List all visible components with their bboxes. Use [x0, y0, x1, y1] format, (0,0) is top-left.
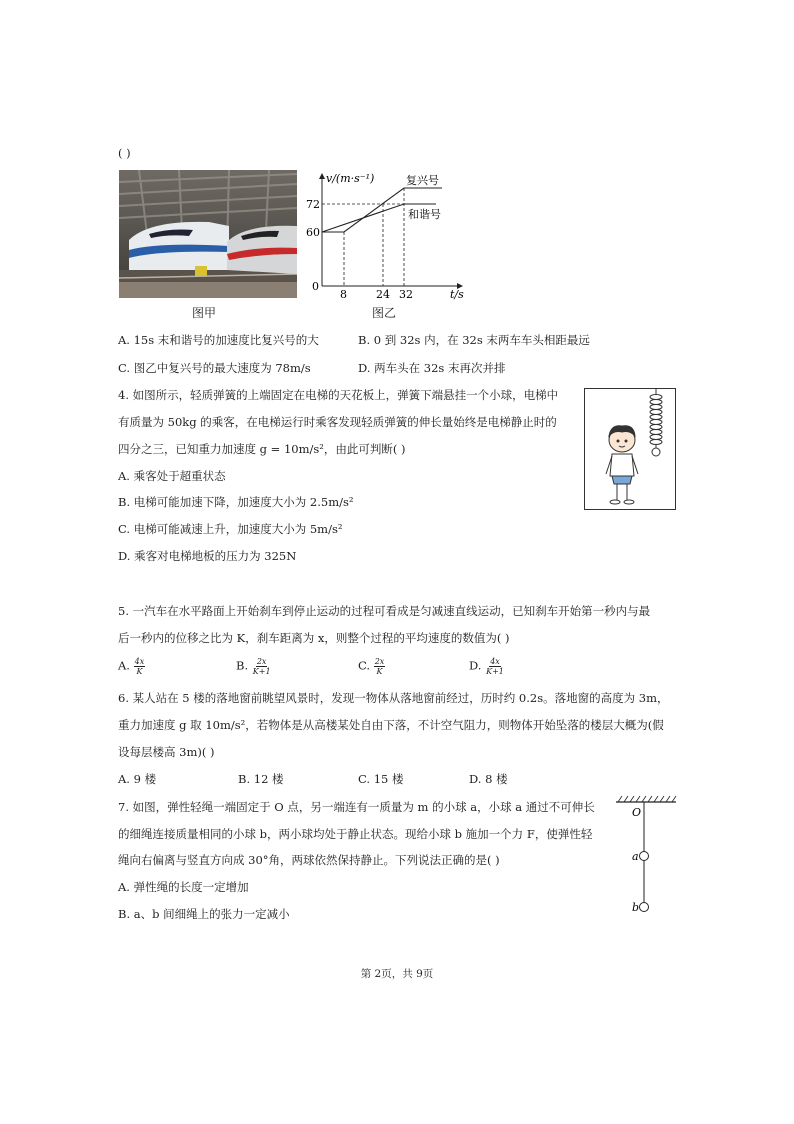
denominator: K+1: [252, 667, 271, 676]
q5-line-2: 后一秒内的位移之比为 K，刹车距离为 x，则整个过程的平均速度的数值为( ): [118, 631, 510, 645]
photo-caption: 图甲: [192, 306, 217, 320]
numerator: 2x: [374, 657, 385, 666]
ball-b-label: b: [632, 901, 640, 914]
q4-line-1: 4. 如图所示，轻质弹簧的上端固定在电梯的天花板上，弹簧下端悬挂一个小球，电梯中: [118, 388, 559, 402]
q7-line-1: 7. 如图，弹性轻绳一端固定于 O 点，另一端连有一质量为 m 的小球 a，小球 a 通过不可伸长: [118, 800, 595, 814]
q6-option-c: C. 15 楼: [358, 772, 404, 786]
x-tick-8: 8: [340, 288, 347, 300]
q5-option-b: [236, 657, 272, 676]
numerator: 4x: [490, 657, 500, 666]
q5-line-1: 5. 一汽车在水平路面上开始刹车到停止运动的过程可看成是匀减速直线运动，已知刹车开始第一秒内与最: [118, 604, 651, 618]
q5-option-c-label: C.: [358, 658, 371, 673]
label-hexie: 和谐号: [408, 208, 441, 221]
x-tick-32: 32: [399, 288, 413, 300]
q7-line-2: 的细绳连接质量相同的小球 b，两小球均处于静止状态。现给小球 b 施加一个力 F，使弹性轻: [118, 827, 593, 841]
origin-label: 0: [312, 280, 319, 293]
train-photo: [119, 170, 297, 298]
q6-option-a: A. 9 楼: [118, 772, 157, 786]
numerator: 2x: [256, 657, 267, 666]
vt-graph: [300, 168, 480, 300]
q3-paren: ( ): [118, 146, 131, 160]
rope-figure: [614, 794, 678, 920]
q5-option-b-label: B.: [236, 658, 249, 673]
q4-line-2: 有质量为 50kg 的乘客，在电梯运行时乘客发现轻质弹簧的伸长量始终是电梯静止时的: [118, 415, 557, 429]
q5-option-d: [469, 657, 505, 676]
y-axis-label: v/(m·s⁻¹): [326, 172, 375, 185]
point-o-label: O: [632, 806, 642, 819]
q7-option-b: B. a、b 间细绳上的张力一定减小: [118, 907, 290, 921]
graph-caption: 图乙: [372, 306, 397, 320]
y-tick-72: 72: [306, 198, 320, 211]
q5-option-d-fraction: [485, 657, 505, 676]
q5-option-a: [118, 657, 145, 676]
q6-option-d: D. 8 楼: [469, 772, 508, 786]
denominator: K+1: [486, 667, 504, 676]
q5-option-a-label: A.: [118, 658, 130, 673]
q7-line-3: 绳向右偏离与竖直方向成 30°角，两球依然保持静止。下列说法正确的是( ): [118, 853, 500, 867]
denominator: K: [376, 667, 383, 676]
q6-line-3: 设每层楼高 3m)( ): [118, 745, 215, 759]
q6-line-2: 重力加速度 g 取 10m/s²，若物体是从高楼某处自由下落，不计空气阻力，则物体开始坠落的楼层大概为(假: [118, 718, 664, 732]
q4-option-b: B. 电梯可能加速下降，加速度大小为 2.5m/s²: [118, 495, 354, 509]
y-tick-60: 60: [306, 226, 320, 239]
ball-a-label: a: [632, 850, 639, 863]
q3-option-b: B. 0 到 32s 内，在 32s 末两车车头相距最远: [358, 333, 590, 347]
numerator: 4x: [134, 657, 145, 666]
x-tick-24: 24: [376, 288, 390, 300]
q3-option-d: D. 两车头在 32s 末再次并排: [358, 361, 506, 375]
q4-option-c: C. 电梯可能减速上升，加速度大小为 5m/s²: [118, 522, 343, 536]
q5-option-c-fraction: [374, 657, 386, 676]
label-fuxing: 复兴号: [406, 174, 439, 187]
q4-option-d: D. 乘客对电梯地板的压力为 325N: [118, 549, 297, 563]
q6-line-1: 6. 某人站在 5 楼的落地窗前眺望风景时，发现一物体从落地窗前经过，历时约 0.2s。落地窗的高度为 3m，: [118, 691, 669, 705]
denominator: K: [136, 667, 143, 676]
q6-option-b: B. 12 楼: [238, 772, 284, 786]
x-axis-label: t/s: [450, 288, 464, 300]
q5-option-c: [358, 657, 385, 676]
q7-option-a: A. 弹性绳的长度一定增加: [118, 880, 249, 894]
q5-option-b-fraction: [252, 657, 272, 676]
q3-option-a: A. 15s 末和谐号的加速度比复兴号的大: [118, 333, 319, 347]
q4-option-a: A. 乘客处于超重状态: [118, 469, 226, 483]
q3-option-c: C. 图乙中复兴号的最大速度为 78m/s: [118, 361, 311, 375]
page-footer: 第 2页，共 9页: [360, 968, 434, 980]
q5-option-a-fraction: [134, 657, 146, 676]
q4-line-3: 四分之三，已知重力加速度 g = 10m/s²，由此可判断( ): [118, 442, 406, 456]
q5-option-d-label: D.: [469, 658, 482, 673]
elevator-figure: [584, 388, 676, 510]
